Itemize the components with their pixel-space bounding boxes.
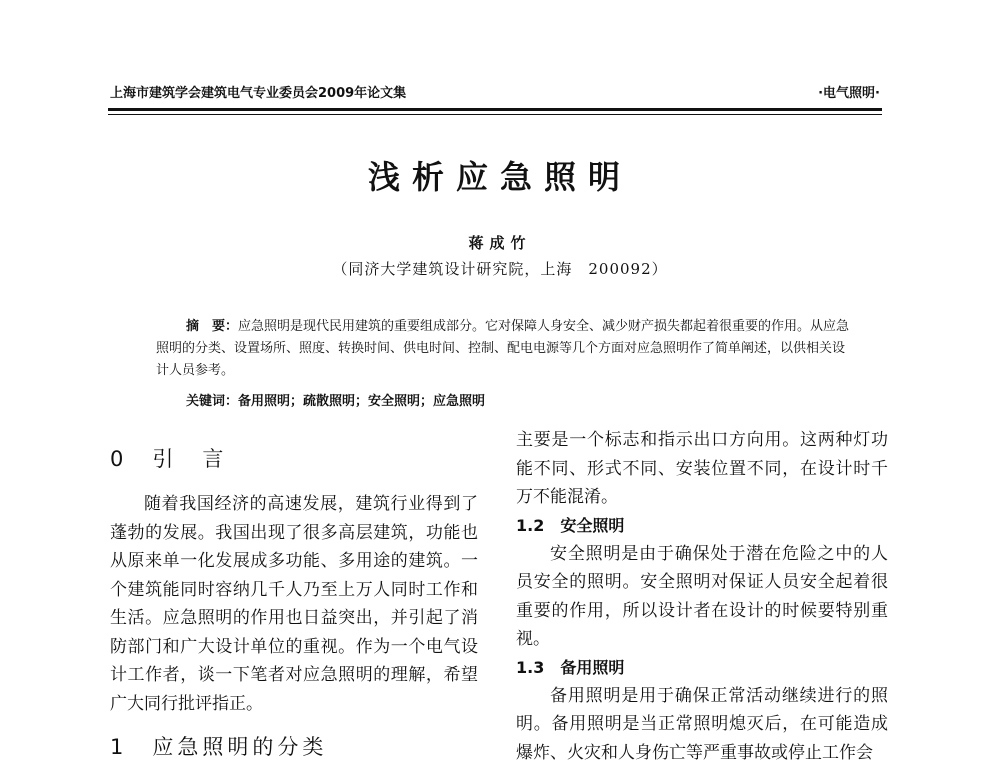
header-rule-thick	[108, 108, 882, 111]
subsection-1-3-paragraph: 备用照明是用于确保正常活动继续进行的照明。备用照明是当正常照明熄灭后，在可能造成爆炸、火灾和人身伤亡等严重事故或停止工作会	[516, 685, 888, 763]
author-affiliation: （同济大学建筑设计研究院，上海 200092）	[332, 260, 668, 278]
running-head-right: ·电气照明·	[818, 86, 880, 101]
keywords-label: 关键词：	[186, 394, 239, 409]
running-head-left: 上海市建筑学会建筑电气专业委员会2009年论文集	[110, 86, 407, 101]
header-rule-thin	[108, 114, 882, 115]
paper-title: 浅析应急照明	[367, 158, 632, 196]
subsection-1-2-paragraph: 安全照明是由于确保处于潜在危险之中的人员安全的照明。安全照明对保证人员安全起着很重要的作用，所以设计者在设计的时候要特别重视。	[516, 543, 888, 649]
author-name: 蒋成竹	[468, 234, 532, 252]
section-0-heading: 0 引 言	[110, 447, 228, 471]
subsection-1-2-heading: 1.2 安全照明	[516, 515, 625, 535]
continued-paragraph: 主要是一个标志和指示出口方向用。这两种灯功能不同、形式不同、安装位置不同，在设计时千万不能混淆。	[516, 430, 888, 507]
right-column	[516, 426, 888, 767]
running-head	[110, 82, 880, 104]
abstract-label: 摘 要：	[186, 319, 239, 334]
section-0-paragraph: 随着我国经济的高速发展，建筑行业得到了蓬勃的发展。我国出现了很多高层建筑，功能也从原来单一化发展成多功能、多用途的建筑。一个建筑能同时容纳几千人乃至上万人同时工作和生活。应急照明的作用也日益突出，并引起了消防部门和广大设计单位的重视。作为一个电气设计工作者，谈一下笔者对应急照明的理解，希望广大同行批评指正。	[110, 494, 478, 714]
keywords-text: 备用照明；疏散照明；安全照明；应急照明	[238, 394, 486, 409]
keywords	[186, 390, 866, 409]
abstract	[156, 316, 856, 382]
abstract-text: 应急照明是现代民用建筑的重要组成部分。它对保障人身安全、减少财产损失都起着很重要的作用。从应急照明的分类、设置场所、照度、转换时间、供电时间、控制、配电电源等几个方面对应急照明作了简单阐述，以供相关设计人员参考。	[156, 319, 850, 378]
left-column	[110, 436, 478, 778]
section-1-heading: 1 应急照明的分类	[110, 735, 328, 759]
subsection-1-3-heading: 1.3 备用照明	[516, 657, 625, 677]
